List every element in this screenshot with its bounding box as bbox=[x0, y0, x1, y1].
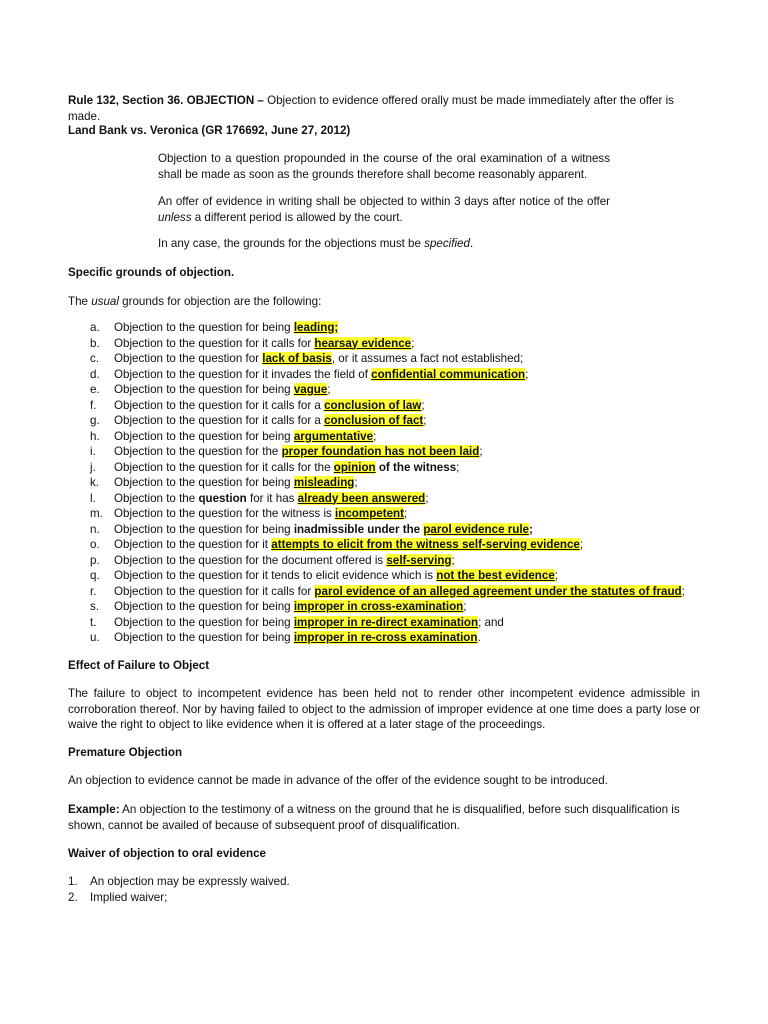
ground-text: Objection to the question for being bbox=[114, 429, 294, 443]
ground-text: Objection to the question for being bbox=[114, 631, 294, 644]
list-text bbox=[114, 382, 331, 398]
list-marker: s. bbox=[90, 600, 100, 613]
highlighted-ground: confidential communication bbox=[371, 367, 526, 381]
ground-text: ; bbox=[354, 476, 358, 489]
highlighted-ground: argumentative bbox=[293, 429, 374, 443]
usual-grounds-intro: The usual grounds for objection are the following: bbox=[68, 295, 322, 308]
list-text bbox=[114, 336, 414, 352]
list-text: Implied waiver; bbox=[90, 890, 168, 904]
list-marker: l. bbox=[90, 491, 96, 505]
ground-text: ; bbox=[554, 569, 559, 582]
ground-text: Objection to the question for being bbox=[114, 600, 294, 613]
list-marker: r. bbox=[90, 584, 97, 598]
list-text bbox=[114, 506, 407, 522]
list-marker: b. bbox=[90, 336, 100, 350]
highlighted-ground: hearsay evidence bbox=[314, 336, 412, 350]
highlighted-ground: lack of basis bbox=[262, 352, 332, 365]
effect-paragraph: The failure to object to incompetent evidence has been held not to render other incompetent evidence admissible in corroboration thereof. Nor by having failed to object to the admission of improper evidence at one time does a party lose or waive the right to object to like evidence when it is offered at a later stage of the proceedings. bbox=[68, 687, 700, 731]
list-item bbox=[68, 491, 708, 507]
list-item bbox=[68, 615, 708, 631]
ground-text: Objection to the question for it calls for a bbox=[114, 414, 325, 427]
ground-text: Objection to the question for being bbox=[114, 522, 294, 536]
ground-text: ; bbox=[373, 429, 377, 443]
effect-heading: Effect of Failure to Object bbox=[68, 659, 210, 672]
list-marker: i. bbox=[90, 445, 96, 458]
ground-text: inadmissible under the bbox=[293, 522, 424, 536]
list-item bbox=[68, 429, 708, 445]
ground-text: of the witness bbox=[375, 460, 457, 474]
list-item bbox=[68, 630, 708, 646]
ground-text: ; and bbox=[478, 615, 504, 629]
list-marker: t. bbox=[90, 615, 97, 629]
ground-text: for it has bbox=[246, 491, 298, 505]
highlighted-ground: opinion bbox=[333, 460, 376, 474]
list-text bbox=[114, 615, 504, 631]
ground-text: ; bbox=[456, 460, 460, 474]
premature-paragraph: An objection to evidence cannot be made in advance of the offer of the evidence sought to be introduced. bbox=[68, 774, 608, 787]
list-text: An objection may be expressly waived. bbox=[90, 875, 290, 888]
list-text bbox=[114, 398, 425, 414]
ground-text: ; bbox=[479, 445, 483, 458]
ground-text: Objection to the question for the witness is bbox=[114, 507, 336, 520]
ground-text: Objection to the question for it tends to elicit evidence which is bbox=[114, 569, 437, 582]
example-text: An objection to the testimony of a witness on the ground that he is disqualified, before such disqualification is shown, cannot be availed of because of subsequent proof of disqualification. bbox=[68, 803, 680, 832]
ground-text: Objection to the question for bbox=[114, 352, 263, 365]
list-marker: u. bbox=[90, 631, 100, 644]
rule-text: Objection to evidence offered orally must be made immediately after the offer is made. bbox=[68, 94, 674, 123]
list-text bbox=[114, 444, 483, 460]
list-text bbox=[114, 568, 558, 584]
list-item bbox=[68, 584, 708, 600]
example-label: Example: bbox=[68, 803, 120, 816]
ground-text: ; bbox=[411, 336, 415, 350]
quote-paragraph-2: An offer of evidence in writing shall be objected to within 3 days after notice of the offer unless a different period is allowed by the court. bbox=[158, 195, 610, 224]
highlighted-ground: improper in cross-examination bbox=[293, 600, 464, 613]
list-marker: k. bbox=[90, 476, 100, 489]
ground-text: Objection to the bbox=[114, 491, 199, 505]
ground-text: ; bbox=[421, 398, 425, 412]
list-marker: g. bbox=[90, 414, 100, 427]
ground-text: ; bbox=[681, 584, 685, 598]
list-item bbox=[68, 553, 708, 569]
list-text bbox=[114, 553, 455, 569]
list-item bbox=[68, 351, 708, 367]
list-marker: q. bbox=[90, 569, 100, 582]
list-text bbox=[114, 522, 533, 538]
ground-text: Objection to the question for the bbox=[114, 445, 282, 458]
list-item bbox=[68, 599, 708, 615]
highlighted-ground: misleading bbox=[293, 476, 355, 489]
quote-paragraph-3: In any case, the grounds for the objections must be specified. bbox=[158, 237, 474, 250]
list-text bbox=[114, 491, 428, 507]
list-text bbox=[114, 351, 523, 367]
list-item bbox=[68, 506, 708, 522]
ground-text: Objection to the question for it calls for bbox=[114, 336, 315, 350]
list-item bbox=[68, 522, 708, 538]
list-text bbox=[114, 584, 685, 600]
list-item bbox=[68, 336, 708, 352]
list-marker: f. bbox=[90, 398, 97, 412]
list-item bbox=[68, 367, 708, 383]
list-marker: h. bbox=[90, 429, 100, 443]
list-item bbox=[68, 444, 708, 460]
list-text bbox=[114, 475, 358, 491]
highlighted-ground: parol evidence of an alleged agreement under the statutes of fraud bbox=[314, 584, 682, 598]
list-text bbox=[114, 320, 338, 336]
ground-text: ; bbox=[425, 491, 429, 505]
specific-grounds-heading: Specific grounds of objection. bbox=[68, 266, 235, 279]
case-heading: Land Bank vs. Veronica (GR 176692, June 27, 2012) bbox=[68, 124, 351, 137]
list-item bbox=[68, 568, 708, 584]
ground-text: ; bbox=[327, 383, 331, 396]
list-marker: e. bbox=[90, 383, 100, 396]
list-item bbox=[68, 537, 708, 553]
list-item bbox=[68, 320, 708, 336]
list-marker: 1. bbox=[68, 875, 78, 888]
ground-text: . bbox=[477, 631, 481, 644]
ground-text: ; bbox=[525, 367, 529, 381]
list-item bbox=[68, 382, 708, 398]
ground-text: ; bbox=[451, 553, 455, 567]
list-marker: n. bbox=[90, 522, 100, 536]
list-marker: a. bbox=[90, 321, 100, 334]
ground-text: ; bbox=[463, 600, 467, 613]
list-text bbox=[114, 630, 481, 646]
premature-heading: Premature Objection bbox=[68, 746, 183, 759]
ground-text: Objection to the question for being bbox=[114, 615, 294, 629]
list-item bbox=[68, 475, 708, 491]
list-marker: o. bbox=[90, 538, 100, 551]
list-marker: d. bbox=[90, 367, 100, 381]
highlighted-ground: leading; bbox=[293, 321, 339, 334]
ground-text: ; bbox=[423, 414, 427, 427]
waiver-heading: Waiver of objection to oral evidence bbox=[68, 847, 266, 860]
example-paragraph bbox=[68, 802, 700, 833]
ground-text: question bbox=[198, 491, 247, 505]
ground-text: ; bbox=[579, 538, 584, 551]
list-marker: 2. bbox=[68, 890, 78, 904]
list-text bbox=[114, 537, 583, 553]
list-text bbox=[114, 429, 376, 445]
highlighted-ground: improper in re-cross examination bbox=[293, 631, 478, 644]
ground-text: Objection to the question for it invades the field of bbox=[114, 367, 372, 381]
ground-text: Objection to the question for being bbox=[114, 321, 294, 334]
list-marker: j. bbox=[90, 460, 96, 474]
highlighted-ground: vague bbox=[293, 383, 328, 396]
list-text bbox=[114, 413, 427, 429]
highlighted-ground: conclusion of fact bbox=[324, 414, 424, 427]
grounds-list bbox=[68, 320, 708, 646]
highlighted-ground: improper in re-direct examination bbox=[293, 615, 479, 629]
quote-paragraph-1: Objection to a question propounded in the course of the oral examination of a witness shall be made as soon as the grounds therefore shall become reasonably apparent. bbox=[158, 152, 610, 181]
list-text bbox=[114, 599, 467, 615]
highlighted-ground: not the best evidence bbox=[436, 569, 555, 582]
highlighted-ground: parol evidence rule bbox=[423, 522, 530, 536]
ground-text: Objection to the question for it calls for bbox=[114, 584, 315, 598]
highlighted-ground: incompetent bbox=[335, 507, 404, 520]
rule-paragraph bbox=[68, 93, 700, 124]
highlighted-ground: conclusion of law bbox=[324, 398, 422, 412]
list-marker: p. bbox=[90, 553, 100, 567]
highlighted-ground: proper foundation has not been laid bbox=[281, 445, 480, 458]
list-item bbox=[68, 413, 708, 429]
list-text bbox=[114, 367, 528, 383]
highlighted-ground: self-serving bbox=[386, 553, 452, 567]
list-text bbox=[114, 460, 459, 476]
ground-text: Objection to the question for being bbox=[114, 476, 294, 489]
list-item bbox=[68, 460, 708, 476]
ground-text: Objection to the question for the document offered is bbox=[114, 553, 387, 567]
ground-text: , or it assumes a fact not established; bbox=[331, 352, 524, 365]
ground-text: Objection to the question for being bbox=[114, 383, 294, 396]
list-marker: m. bbox=[90, 507, 103, 520]
highlighted-ground: attempts to elicit from the witness self-serving evidence bbox=[271, 538, 580, 551]
ground-text: Objection to the question for it bbox=[114, 538, 272, 551]
ground-text: ; bbox=[529, 522, 533, 536]
ground-text: Objection to the question for it calls for the bbox=[114, 460, 334, 474]
list-item bbox=[68, 398, 708, 414]
rule-dash: – bbox=[254, 94, 268, 107]
ground-text: ; bbox=[403, 507, 408, 520]
highlighted-ground: already been answered bbox=[297, 491, 426, 505]
list-marker: c. bbox=[90, 352, 100, 365]
ground-text: Objection to the question for it calls for a bbox=[114, 398, 325, 412]
rule-label: Rule 132, Section 36. OBJECTION bbox=[68, 94, 255, 107]
